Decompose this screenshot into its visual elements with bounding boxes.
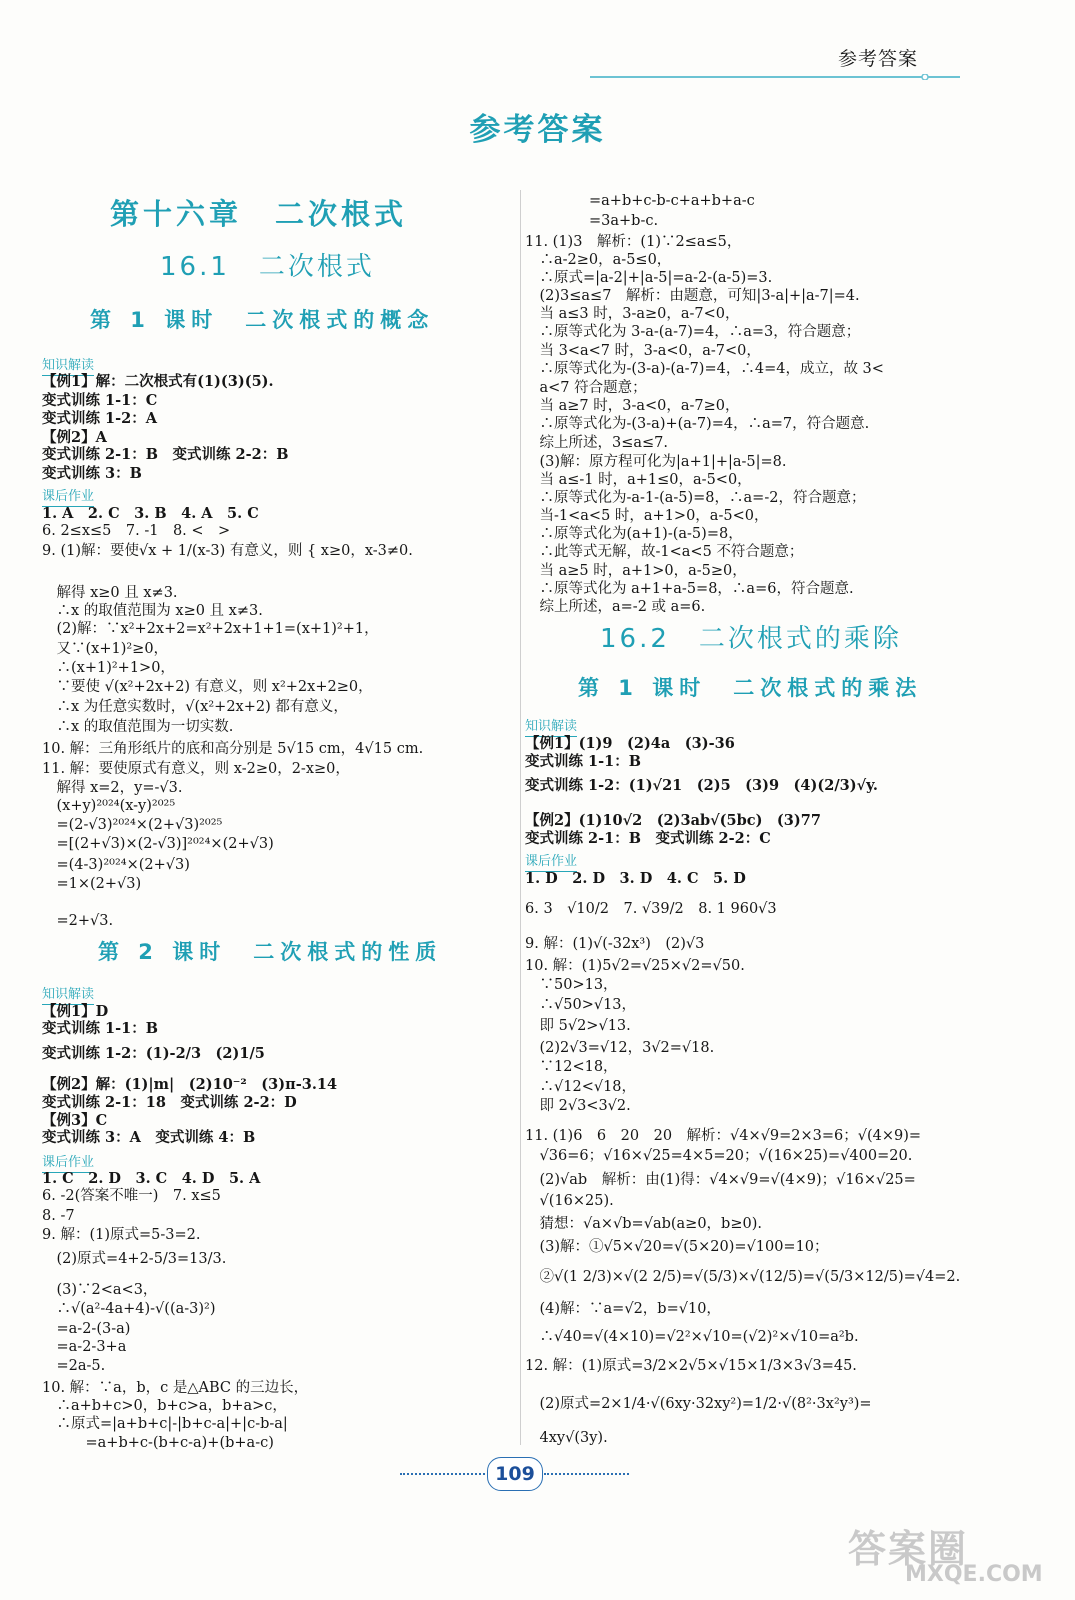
right-line-18: 当-1<a<5 时，a+1>0，a-5<0， — [525, 508, 769, 524]
left-line-22: ∴x 的取值范围为一切实数. — [42, 719, 234, 735]
right-line-38: ∴√50>√13， — [525, 997, 637, 1013]
left-line-42: 1. C 2. D 3. C 4. D 5. A — [42, 1170, 261, 1187]
right-line-50: ②√(1 2/3)×√(2 2/5)=√(5/3)×√(12/5)=√(5/3×12/5)=√4=2. — [525, 1269, 961, 1285]
left-line-18: 又∵(x+1)²≥0， — [42, 641, 169, 657]
right-line-55: 4xy√(3y). — [525, 1430, 608, 1446]
left-line-50: =a-2-3+a — [42, 1339, 127, 1355]
left-line-4: 知识解读 — [42, 357, 94, 376]
left-line-38: 变式训练 2-1：18 变式训练 2-2：D — [42, 1094, 297, 1111]
right-line-26: 知识解读 — [525, 718, 577, 737]
right-line-44: 11. (1)6 6 20 20 解析：√4×√9=2×3=6；√(4×9)= — [525, 1128, 922, 1144]
left-line-44: 8. -7 — [42, 1208, 75, 1224]
right-line-49: (3)解：①√5×√20=√(5×20)=√100=10； — [525, 1239, 829, 1255]
left-line-41: 课后作业 — [42, 1154, 94, 1173]
right-line-29: 变式训练 1-2：(1)√21 (2)5 (3)9 (4)(2/3)√y. — [525, 777, 878, 794]
left-line-13: 6. 2≤x≤5 7. -1 8. < > — [42, 523, 231, 539]
right-line-22: ∴原等式化为 a+1+a-5=8，∴a=6，符合题意. — [525, 581, 854, 597]
left-line-49: =a-2-(3-a) — [42, 1321, 131, 1337]
right-line-39: 即 5√2>√13. — [525, 1018, 631, 1034]
left-line-23: 10. 解：三角形纸片的底和高分别是 5√15 cm，4√15 cm. — [42, 741, 424, 757]
right-line-25: 第 1 课时 二次根式的乘法 — [578, 676, 923, 700]
right-line-21: 当 a≥5 时，a+1>0，a-5≥0， — [525, 563, 747, 579]
watermark-logo-text: 答案圈 — [848, 1527, 969, 1571]
right-line-20: ∴此等式无解，故-1<a<5 不符合题意； — [525, 544, 804, 560]
left-line-54: ∴原式=|a+b+c|-|b+c-a|+|c-b-a| — [42, 1416, 288, 1432]
right-line-4: ∴a-2≥0，a-5≤0， — [525, 252, 672, 268]
left-line-20: ∵要使 √(x²+2x+2) 有意义，则 x²+2x+2≥0， — [42, 679, 373, 695]
left-line-33: 知识解读 — [42, 986, 94, 1005]
right-line-34: 6. 3 √10/2 7. √39/2 8. 1 960√3 — [525, 901, 777, 917]
left-line-10: 变式训练 3：B — [42, 465, 142, 482]
right-line-8: ∴原等式化为 3-a-(a-7)=4，∴a=3，符合题意； — [525, 324, 861, 340]
right-line-42: ∴√12<√18， — [525, 1079, 637, 1095]
left-line-2: 16.1 二次根式 — [160, 252, 375, 282]
left-line-1: 第十六章 二次根式 — [110, 197, 408, 231]
right-line-52: ∴√40=√(4×10)=√2²×√10=(√2)²×√10=a²b. — [525, 1329, 859, 1345]
right-line-37: ∵50>13， — [525, 977, 618, 993]
left-line-46: (2)原式=4+2-5/3=13/3. — [42, 1251, 227, 1267]
page-number-dots-right — [544, 1473, 629, 1475]
right-line-3: 11. (1)3 解析：(1)∵2≤a≤5， — [525, 234, 742, 250]
left-line-15: 解得 x≥0 且 x≠3. — [42, 585, 178, 601]
right-line-5: ∴原式=|a-2|+|a-5|=a-2-(a-5)=3. — [525, 270, 773, 286]
left-line-9: 变式训练 2-1：B 变式训练 2-2：B — [42, 446, 289, 463]
watermark-site: MXQE.COM — [905, 1562, 1043, 1587]
right-line-43: 即 2√3<3√2. — [525, 1098, 631, 1114]
left-line-16: ∴x 的取值范围为 x≥0 且 x≠3. — [42, 603, 263, 619]
right-line-24: 16.2 二次根式的乘除 — [600, 624, 902, 654]
left-line-28: =[(2+√3)×(2-√3)]²⁰²⁴×(2+√3) — [42, 836, 274, 852]
right-line-6: (2)3≤a≤7 解析：由题意，可知|3-a|+|a-7|=4. — [525, 288, 860, 304]
page-number-dots-left — [400, 1473, 485, 1475]
left-line-40: 变式训练 3：A 变式训练 4：B — [42, 1129, 256, 1146]
right-line-16: 当 a≤-1 时，a+1≤0，a-5<0， — [525, 472, 752, 488]
left-line-34: 【例1】D — [42, 1003, 109, 1020]
left-line-48: ∴√(a²-4a+4)-√((a-3)²) — [42, 1301, 216, 1317]
right-line-11: a<7 符合题意； — [525, 380, 647, 396]
right-line-47: √(16×25). — [525, 1193, 614, 1209]
left-line-43: 6. -2(答案不唯一) 7. x≤5 — [42, 1188, 221, 1204]
right-line-14: 综上所述，3≤a≤7. — [525, 435, 669, 451]
header-rule — [590, 74, 960, 80]
left-line-12: 1. A 2. C 3. B 4. A 5. C — [42, 505, 259, 522]
left-line-19: ∴(x+1)²+1>0， — [42, 660, 175, 676]
left-line-52: 10. 解：∵a，b，c 是△ABC 的三边长， — [42, 1380, 309, 1396]
left-line-5: 【例1】解：二次根式有(1)(3)(5). — [42, 373, 274, 390]
page-title: 参考答案 — [469, 112, 606, 148]
left-line-27: =(2-√3)²⁰²⁴×(2+√3)²⁰²⁵ — [42, 817, 223, 833]
right-line-28: 变式训练 1-1：B — [525, 753, 641, 770]
right-line-17: ∴原等式化为-a-1-(a-5)=8，∴a=-2，符合题意； — [525, 490, 866, 506]
left-line-17: (2)解：∵x²+2x+2=x²+2x+1+1=(x+1)²+1， — [42, 621, 379, 637]
left-line-14: 9. (1)解：要使√x + 1/(x-3) 有意义，则 { x≥0，x-3≠0. — [42, 543, 413, 559]
right-line-30: 【例2】(1)10√2 (2)3ab√(5bc) (3)77 — [525, 812, 821, 829]
page-number: 109 — [487, 1457, 543, 1491]
running-title: 参考答案 — [838, 48, 919, 70]
right-line-35: 9. 解：(1)√(-32x³) (2)√3 — [525, 936, 705, 952]
right-line-19: ∴原等式化为(a+1)-(a-5)=8， — [525, 526, 743, 542]
left-line-31: =2+√3. — [42, 913, 114, 929]
left-line-26: (x+y)²⁰²⁴(x-y)²⁰²⁵ — [42, 798, 176, 814]
right-line-45: √36=6；√16×√25=4×5=20；√(16×25)=√400=20. — [525, 1148, 913, 1164]
right-line-1: =a+b+c-b-c+a+b+a-c — [560, 193, 755, 209]
right-line-51: (4)解：∵a=√2，b=√10， — [525, 1301, 721, 1317]
left-line-29: =(4-3)²⁰²⁴×(2+√3) — [42, 857, 190, 873]
right-line-40: (2)2√3=√12，3√2=√18. — [525, 1040, 715, 1056]
left-line-6: 变式训练 1-1：C — [42, 392, 158, 409]
left-line-24: 11. 解：要使原式有意义，则 x-2≥0，2-x≥0， — [42, 761, 350, 777]
left-line-32: 第 2 课时 二次根式的性质 — [98, 940, 443, 964]
right-line-13: ∴原等式化为-(3-a)+(a-7)=4，∴a=7，符合题意. — [525, 416, 870, 432]
left-line-39: 【例3】C — [42, 1112, 108, 1129]
right-line-41: ∵12<18， — [525, 1059, 618, 1075]
right-line-54: (2)原式=2×1/4·√(6xy·32xy²)=1/2·√(8²·3x²y³)= — [525, 1396, 872, 1412]
column-divider — [520, 190, 521, 1445]
right-line-7: 当 a≤3 时，3-a≥0，a-7<0， — [525, 306, 740, 322]
left-line-21: ∴x 为任意实数时，√(x²+2x+2) 都有意义， — [42, 699, 348, 715]
right-line-27: 【例1】(1)9 (2)4a (3)-36 — [525, 735, 735, 752]
left-line-11: 课后作业 — [42, 488, 94, 507]
left-line-53: ∴a+b+c>0，b+c>a，b+a>c， — [42, 1398, 287, 1414]
left-line-36: 变式训练 1-2：(1)-2/3 (2)1/5 — [42, 1045, 265, 1062]
right-line-9: 当 3<a<7 时，3-a<0，a-7<0， — [525, 343, 761, 359]
left-line-35: 变式训练 1-1：B — [42, 1020, 158, 1037]
left-line-51: =2a-5. — [42, 1358, 106, 1374]
right-line-31: 变式训练 2-1：B 变式训练 2-2：C — [525, 830, 771, 847]
right-line-32: 课后作业 — [525, 853, 577, 872]
left-line-3: 第 1 课时 二次根式的概念 — [90, 308, 435, 332]
left-line-47: (3)∵2<a<3， — [42, 1282, 158, 1298]
left-line-55: =a+b+c-(b+c-a)+(b+a-c) — [42, 1435, 274, 1451]
right-line-23: 综上所述，a=-2 或 a=6. — [525, 599, 706, 615]
left-line-25: 解得 x=2，y=-√3. — [42, 780, 183, 796]
left-line-45: 9. 解：(1)原式=5-3=2. — [42, 1227, 201, 1243]
right-line-46: (2)√ab 解析：由(1)得：√4×√9=√(4×9)；√16×√25= — [525, 1172, 916, 1188]
right-line-53: 12. 解：(1)原式=3/2×2√5×√15×1/3×3√3=45. — [525, 1358, 857, 1374]
right-line-48: 猜想：√a×√b=√ab(a≥0，b≥0). — [525, 1216, 762, 1232]
left-line-8: 【例2】A — [42, 429, 107, 446]
right-line-15: (3)解：原方程可化为|a+1|+|a-5|=8. — [525, 454, 787, 470]
left-line-7: 变式训练 1-2：A — [42, 410, 157, 427]
right-line-10: ∴原等式化为-(3-a)-(a-7)=4，∴4=4，成立，故 3< — [525, 361, 884, 377]
right-line-33: 1. D 2. D 3. D 4. C 5. D — [525, 870, 746, 887]
right-line-36: 10. 解：(1)5√2=√25×√2=√50. — [525, 958, 745, 974]
right-line-12: 当 a≥7 时，3-a<0，a-7≥0， — [525, 398, 740, 414]
left-line-37: 【例2】解：(1)|m| (2)10⁻² (3)π-3.14 — [42, 1076, 338, 1093]
right-line-2: =3a+b-c. — [560, 213, 659, 229]
left-line-30: =1×(2+√3) — [42, 876, 142, 892]
